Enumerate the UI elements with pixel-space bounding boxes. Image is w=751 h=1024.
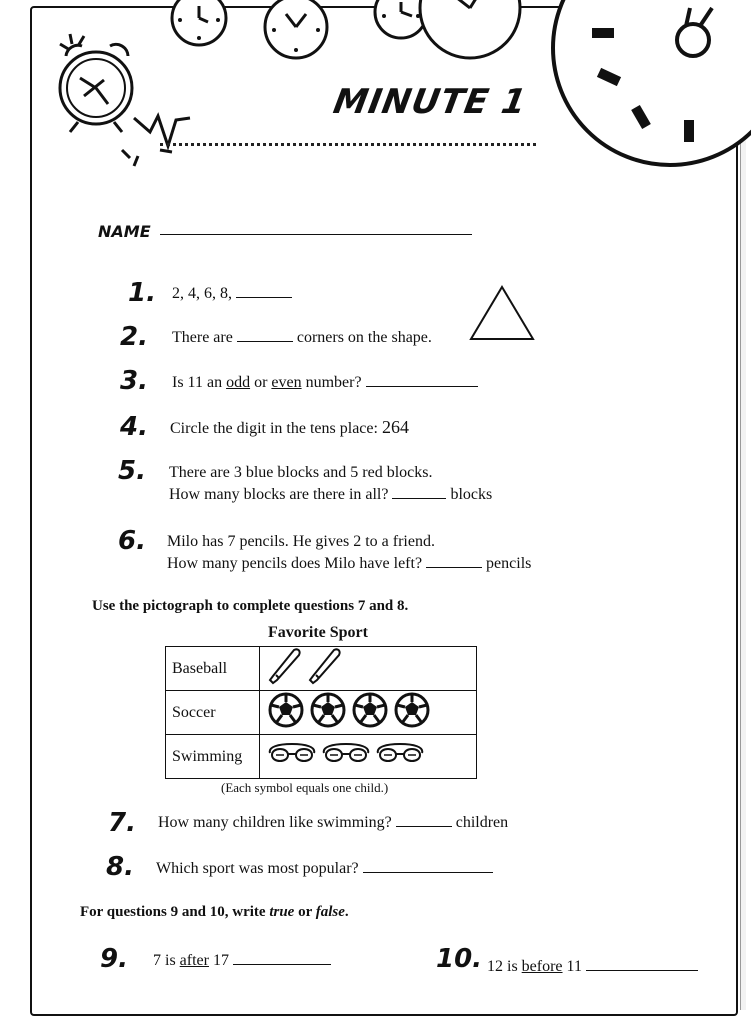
answer-blank[interactable] [392,485,446,499]
soccer-ball-icon [394,692,430,733]
question-6: Milo has 7 pencils. He gives 2 to a friend. How many pencils does Milo have left? pencils [167,533,532,572]
question-number: 4. [120,412,148,442]
baseball-bat-icon [268,647,302,690]
soccer-ball-icon [310,692,346,733]
goggles-icon [268,741,316,772]
question-number: 6. [118,526,146,556]
pictograph-row [166,647,477,691]
question-number: 2. [120,322,148,352]
answer-blank[interactable] [426,554,482,568]
soccer-ball-icon [352,692,388,733]
question-7: How many children like swimming? children [158,814,509,831]
soccer-ball-icon [268,692,304,733]
question-10: 12 is before 11 [487,956,698,978]
pictograph-row [166,691,477,735]
symbol-cell [260,691,477,735]
pictograph-instruction: Use the pictograph to complete questions 7 and 8. [92,598,409,614]
question-8: Which sport was most popular? [156,858,493,880]
category-label: Soccer [166,691,260,735]
large-clock-icon [553,0,751,165]
answer-blank[interactable] [586,957,698,971]
baseball-bat-icon [308,647,342,690]
small-clock-icon [172,0,520,58]
category-label: Baseball [166,647,260,691]
true-false-instruction: For questions 9 and 10, write true or false. [80,904,349,920]
question-3: Is 11 an odd or even number? [172,372,478,394]
question-5: There are 3 blue blocks and 5 red blocks. How many blocks are there in all? blocks [169,464,493,503]
goggles-icon [322,741,370,772]
page-title: MINUTE 1 [330,82,530,122]
category-label: Swimming [166,735,260,779]
question-number: 1. [128,278,156,308]
answer-blank[interactable] [366,373,478,387]
answer-blank[interactable] [233,951,331,965]
name-label: NAME [98,222,151,241]
question-number: 7. [108,808,136,838]
answer-blank[interactable] [237,328,293,342]
answer-blank[interactable] [396,813,452,827]
answer-blank[interactable] [363,859,493,873]
goggles-icon [376,741,424,772]
question-4: Circle the digit in the tens place: 264 [170,417,409,437]
symbol-cell [260,735,477,779]
title-underline [160,143,536,146]
answer-blank[interactable] [236,284,292,298]
triangle-shape [468,284,536,342]
number-264[interactable]: 264 [381,417,409,437]
alarm-clock-icon [60,44,132,132]
question-2: There are corners on the shape. [172,329,432,346]
name-field[interactable] [160,234,472,235]
chart-title: Favorite Sport [268,624,368,641]
question-9: 7 is after 17 [153,950,331,972]
question-1: 2, 4, 6, 8, [172,283,292,305]
question-number: 5. [118,456,146,486]
symbol-cell [260,647,477,691]
chart-note: (Each symbol equals one child.) [221,780,389,795]
question-number: 10. [436,944,483,974]
question-number: 9. [100,944,128,974]
question-number: 8. [106,852,134,882]
pictograph-table [165,646,477,779]
pictograph-row [166,735,477,779]
question-number: 3. [120,366,148,396]
